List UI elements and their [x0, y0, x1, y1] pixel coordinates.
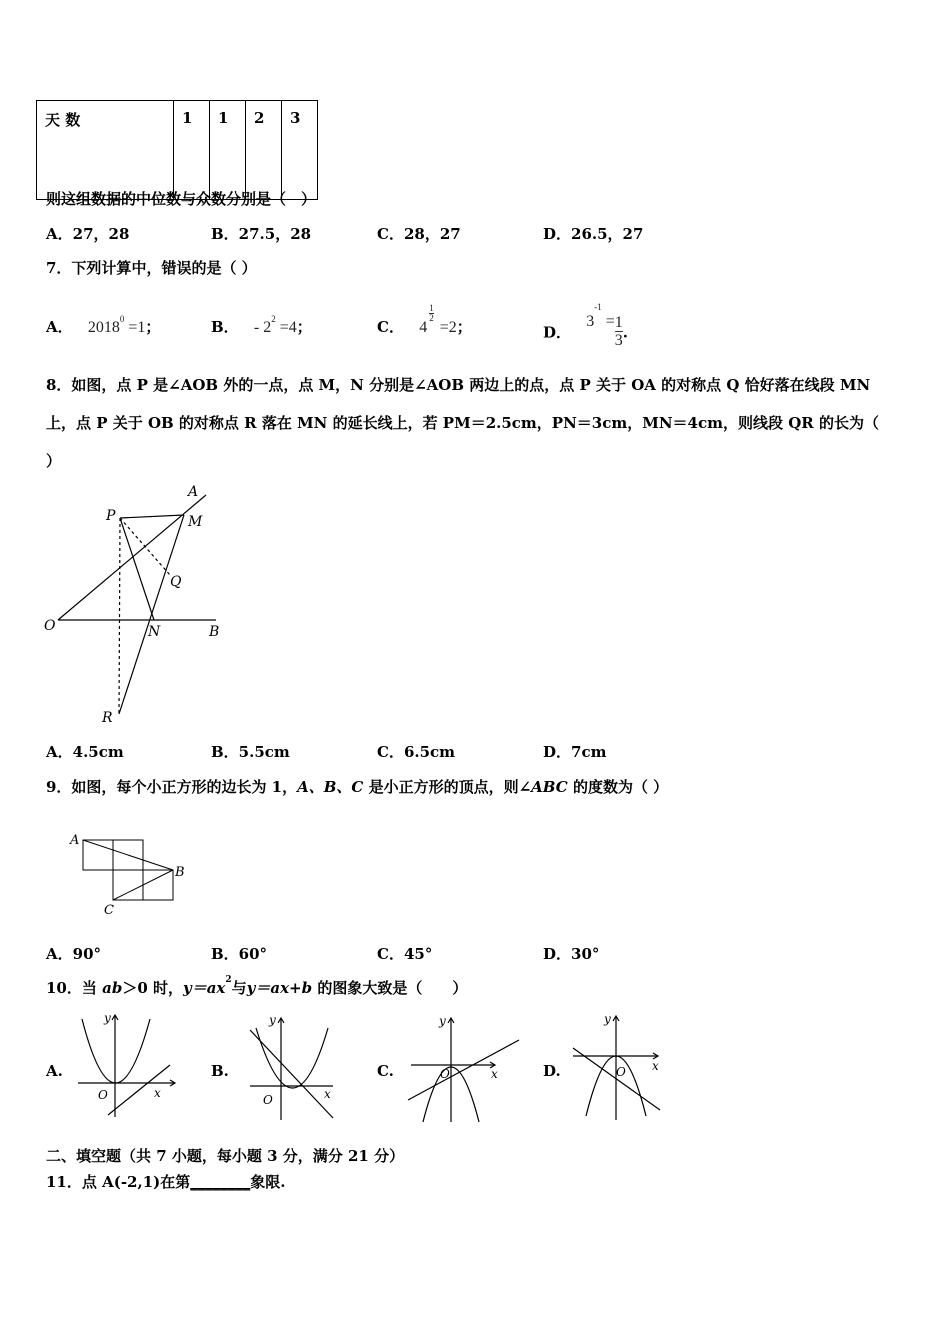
q10-graph-c	[403, 1010, 528, 1125]
label-n: N	[148, 624, 161, 640]
grid-square	[113, 870, 143, 900]
q9-option-d: D．30°	[543, 945, 600, 963]
table-cell: 3	[282, 101, 318, 200]
label-r: R	[102, 710, 113, 726]
y-label: y	[104, 1011, 111, 1025]
q10-label-c: C.	[377, 1062, 394, 1080]
q6-option-b: B．27.5，28	[211, 225, 312, 243]
q7-d-expr: $3^{-1}$ =	[586, 302, 615, 330]
q10-label-b: B.	[211, 1062, 229, 1080]
q7-c-expr: $4\frac{1}{2}$ =2	[419, 303, 457, 336]
origin-label: O	[263, 1093, 273, 1107]
segment-pn	[120, 518, 154, 620]
section-2-heading: 二、填空题（共 7 小题，每小题 3 分，满分 21 分）	[46, 1147, 405, 1165]
q7-d-fraction: $\frac{1}{3}$	[614, 314, 623, 349]
ray-oa	[58, 495, 206, 620]
x-label: x	[491, 1067, 498, 1081]
q6-stem: 则这组数据的中位数与众数分别是（ ）	[46, 190, 317, 208]
q8-line-3: ）	[46, 452, 62, 470]
q8-option-a: A．4.5cm	[46, 743, 124, 761]
q7-option-d: D． $3^{-1} =\frac{1}{3}$ .	[543, 302, 629, 349]
q6-option-d: D．26.5，27	[543, 225, 644, 243]
origin-label: O	[98, 1088, 108, 1102]
label-m: M	[188, 514, 203, 530]
answer-blank[interactable]: ________	[190, 1173, 251, 1191]
q10-label-d: D.	[543, 1062, 561, 1080]
q7-option-b: B． - $2^2 =4$；	[211, 314, 312, 336]
option-label: C．	[377, 318, 404, 336]
q7-b-expr: - $2^2 =4$	[253, 314, 297, 336]
q8-figure	[30, 480, 250, 730]
segment-ab	[83, 840, 173, 870]
origin-label: O	[440, 1067, 450, 1081]
q7-option-c: C． $4\frac{1}{2}$ =2；	[377, 303, 472, 336]
segment-pr	[119, 518, 120, 714]
q10-graph-b	[238, 1008, 348, 1123]
q6-option-c: C．28，27	[377, 225, 461, 243]
q8-line-1: 8．如图，点 P 是∠AOB 外的一点，点 M，N 分别是∠AOB 两边上的点，点 P 关于 OA 的对称点 Q 恰好落在线段 MN	[46, 376, 871, 394]
origin-label: O	[616, 1065, 626, 1079]
label-b: B	[209, 624, 220, 640]
label-o: O	[44, 618, 56, 634]
option-label: D．	[543, 323, 572, 342]
parabola	[256, 1028, 328, 1088]
y-label: y	[604, 1012, 611, 1026]
q8-option-c: C．6.5cm	[377, 743, 456, 761]
label-a: A	[70, 833, 80, 848]
q9-option-b: B．60°	[211, 945, 268, 963]
table-cell: 2	[246, 101, 282, 200]
q9-stem: 9．如图，每个小正方形的边长为 1，A、B、C 是小正方形的顶点，则∠ABC 的度数为（ ）	[46, 778, 669, 796]
parabola	[82, 1019, 150, 1083]
x-label: x	[652, 1059, 659, 1073]
option-label: B．	[211, 318, 239, 336]
table-header: 天 数	[37, 101, 174, 200]
q7-a-expr: 2018$^0$ =1	[87, 314, 146, 336]
q10-graph-d	[568, 1008, 668, 1123]
q11-stem: 11．点 A(-2,1)在第________象限.	[46, 1173, 286, 1191]
q7-stem: 7．下列计算中，错误的是（ ）	[46, 259, 257, 277]
q9-option-a: A．90°	[46, 945, 102, 963]
grid-square	[143, 870, 173, 900]
y-label: y	[269, 1013, 276, 1027]
q10-stem: 10．当 ab＞0 时，$y=ax^2$与y＝ax+b 的图象大致是（ ）	[46, 975, 468, 997]
label-b: B	[175, 865, 185, 880]
q9-figure	[60, 828, 200, 923]
q10-graph-a	[70, 1005, 185, 1120]
label-a: A	[188, 484, 199, 500]
table-cell: 1	[210, 101, 246, 200]
x-label: x	[154, 1086, 161, 1100]
q8-line-2: 上，点 P 关于 OB 的对称点 R 落在 MN 的延长线上，若 PM＝2.5cm，PN＝3cm，MN＝4cm，则线段 QR 的长为（	[46, 414, 879, 432]
q6-option-a: A．27，28	[46, 225, 130, 243]
line	[408, 1040, 519, 1100]
q8-option-d: D．7cm	[543, 743, 607, 761]
x-label: x	[324, 1087, 331, 1101]
label-q: Q	[170, 574, 182, 590]
label-c: C	[104, 903, 114, 918]
days-table	[36, 100, 318, 200]
q7-option-a: A． 2018$^0$ =1；	[46, 314, 161, 336]
table-cell: 1	[174, 101, 210, 200]
segment-pm	[120, 515, 184, 518]
q10-label-a: A.	[46, 1062, 63, 1080]
label-p: P	[106, 508, 116, 524]
y-label: y	[439, 1014, 446, 1028]
q9-option-c: C．45°	[377, 945, 433, 963]
segment-pq	[120, 518, 170, 575]
q8-option-b: B．5.5cm	[211, 743, 290, 761]
option-label: A．	[46, 318, 73, 336]
